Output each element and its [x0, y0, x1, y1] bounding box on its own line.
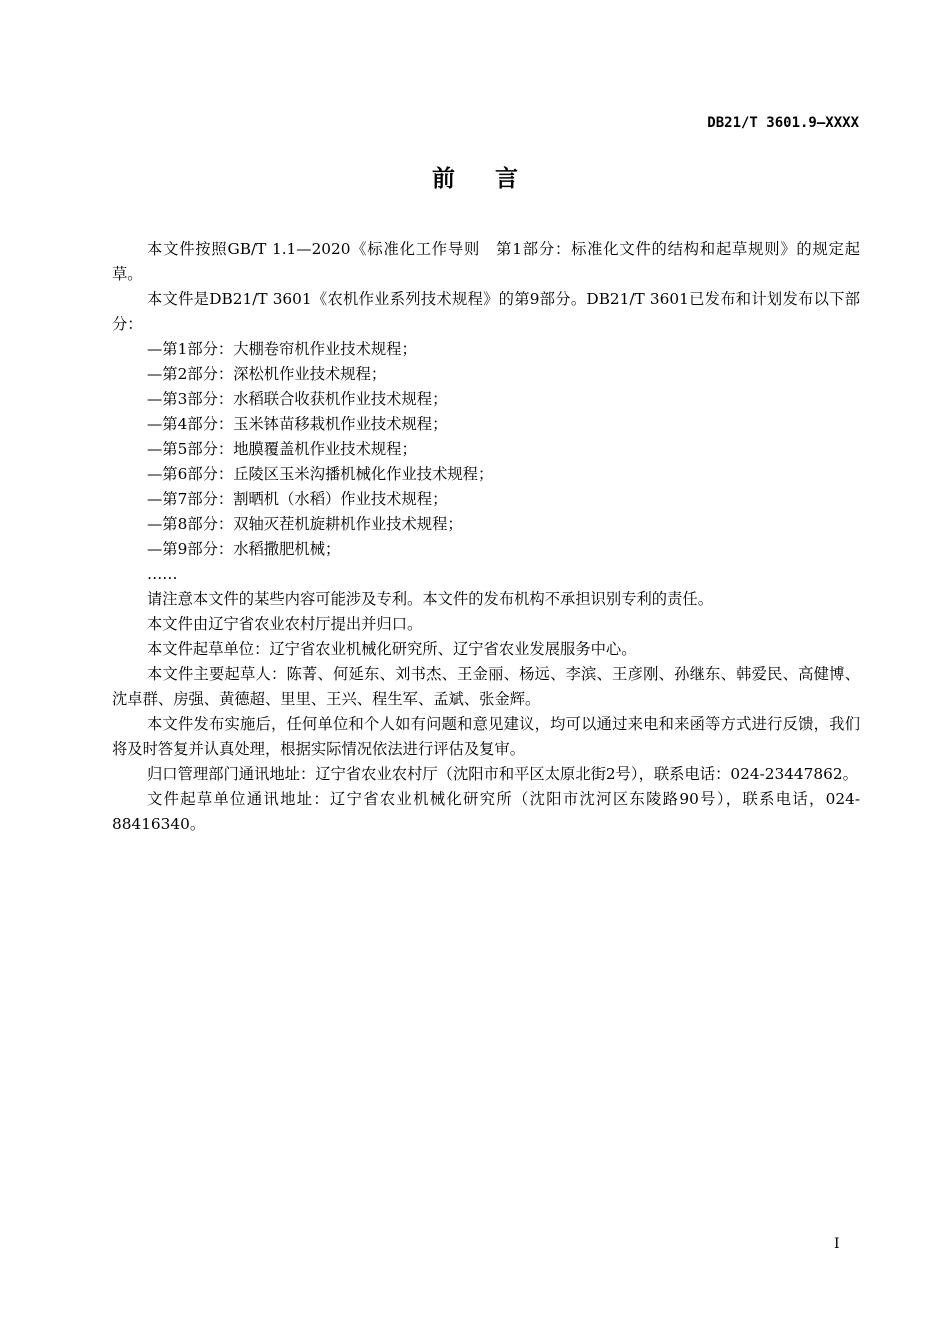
list-item: —第9部分：水稻撒肥机械；: [147, 540, 341, 558]
paragraph: 文件起草单位通讯地址：辽宁省农业机械化研究所（沈阳市沈河区东陵路90号），联系电话，024-88416340。: [112, 790, 860, 833]
paragraph: 本文件是DB21/T 3601《农机作业系列技术规程》的第9部分。DB21/T 3601已发布和计划发布以下部分：: [112, 290, 860, 333]
paragraph: 本文件发布实施后，任何单位和个人如有问题和意见建议，均可以通过来电和来函等方式进行反馈，我们将及时答复并认真处理，根据实际情况依法进行评估及复审。: [112, 715, 860, 758]
list-item: —第5部分：地膜覆盖机作业技术规程；: [147, 440, 417, 458]
list-item: —第4部分：玉米钵苗移栽机作业技术规程；: [147, 415, 448, 433]
document-body: [112, 237, 860, 837]
page-number: I: [834, 1236, 840, 1252]
paragraph: 本文件按照GB/T 1.1—2020《标准化工作导则 第1部分：标准化文件的结构和起草规则》的规定起草。: [112, 240, 860, 283]
paragraph: 归口管理部门通讯地址：辽宁省农业农村厅（沈阳市和平区太原北街2号），联系电话：024-23447862。: [147, 765, 858, 783]
list-ellipsis: ……: [147, 565, 178, 583]
list-item: —第8部分：双轴灭茬机旋耕机作业技术规程；: [147, 515, 463, 533]
paragraph: 本文件由辽宁省农业农村厅提出并归口。: [147, 615, 423, 633]
list-item: —第2部分：深松机作业技术规程；: [147, 365, 387, 383]
list-item: —第6部分：丘陵区玉米沟播机械化作业技术规程；: [147, 465, 494, 483]
paragraph: 本文件起草单位：辽宁省农业机械化研究所、辽宁省农业发展服务中心。: [147, 640, 637, 658]
paragraph: 请注意本文件的某些内容可能涉及专利。本文件的发布机构不承担识别专利的责任。: [147, 590, 713, 608]
list-item: —第3部分：水稻联合收获机作业技术规程；: [147, 390, 448, 408]
page-title: 前言: [432, 166, 558, 192]
paragraph: 本文件主要起草人：陈菁、何延东、刘书杰、王金丽、杨远、李滨、王彦刚、孙继东、韩爱民、高健博、沈卓群、房强、黄德超、里里、王兴、程生军、孟斌、张金辉。: [112, 665, 860, 708]
list-item: —第7部分：割晒机（水稻）作业技术规程；: [147, 490, 448, 508]
list-item: —第1部分：大棚卷帘机作业技术规程；: [147, 340, 417, 358]
document-code: DB21/T 3601.9—XXXX: [707, 115, 859, 131]
